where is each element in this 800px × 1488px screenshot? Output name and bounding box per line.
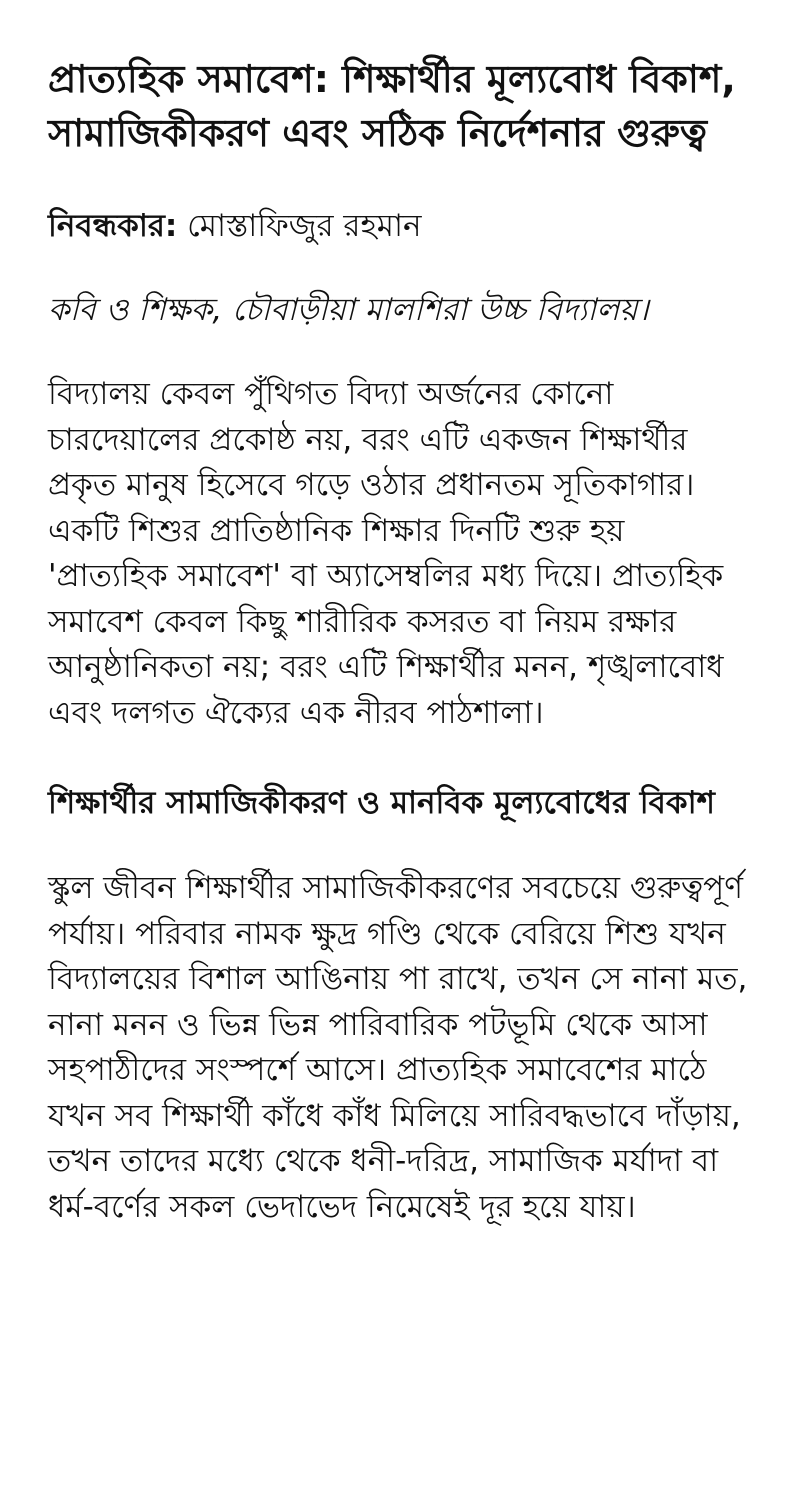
author-name: মোস্তাফিজুর রহমান [187,208,422,244]
author-affiliation: কবি ও শিক্ষক, চৌবাড়ীয়া মালশিরা উচ্চ বিদ্যালয়। [48,292,649,328]
article-title: প্রাত্যহিক সমাবেশ: শিক্ষার্থীর মূল্যবোধ বিকাশ, সামাজিকীকরণ এবং সঠিক নির্দেশনার গুরুত্ব [48,57,736,155]
section-heading: শিক্ষার্থীর সামাজিকীকরণ ও মানবিক মূল্যবোধের বিকাশ [48,785,715,821]
intro-paragraph: বিদ্যালয় কেবল পুঁথিগত বিদ্যা অর্জনের কোনো চারদেয়ালের প্রকোষ্ঠ নয়, বরং এটি একজন শিক্ষার্থীর প্রকৃত মানুষ হিসেবে গড়ে ওঠার প্রধানতম সূতিকাগার। একটি শিশুর প্রাতিষ্ঠানিক শিক্ষার দিনটি শুরু হয় 'প্রাত্যহিক সমাবেশ' বা অ্যাসেম্বলির মধ্য দিয়ে। প্রাত্যহিক সমাবেশ কেবল কিছু শারীরিক কসরত বা নিয়ম রক্ষার আনুষ্ঠানিকতা নয়; বরং এটি শিক্ষার্থীর মনন, শৃঙ্খলাবোধ এবং দলগত ঐক্যের এক নীরব পাঠশালা। [48,376,724,731]
section-paragraph: স্কুল জীবন শিক্ষার্থীর সামাজিকীকরণের সবচেয়ে গুরুত্বপূর্ণ পর্যায়। পরিবার নামক ক্ষুদ্র গণ্ডি থেকে বেরিয়ে শিশু যখন বিদ্যালয়ের বিশাল আঙিনায় পা রাখে, তখন সে নানা মত, নানা মনন ও ভিন্ন ভিন্ন পারিবারিক পটভূমি থেকে আসা সহপাঠীদের সংস্পর্শে আসে। প্রাত্যহিক সমাবেশের মাঠে যখন সব শিক্ষার্থী কাঁধে কাঁধ মিলিয়ে সারিবদ্ধভাবে দাঁড়ায়, তখন তাদের মধ্যে থেকে ধনী-দরিদ্র, সামাজিক মর্যাদা বা ধর্ম-বর্ণের সকল ভেদাভেদ নিমেষেই দূর হয়ে যায়। [48,870,748,1225]
author-label: নিবন্ধকার: [48,208,178,244]
author-byline [48,204,752,248]
